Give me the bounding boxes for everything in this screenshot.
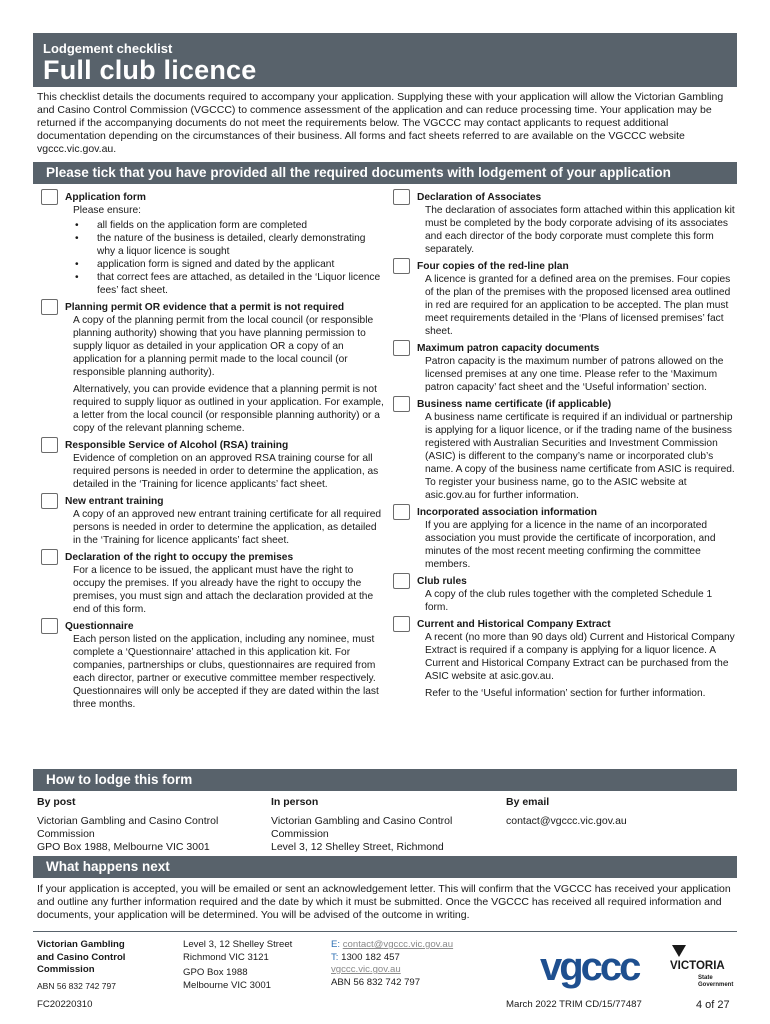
checklist-item-title: Four copies of the red-line plan [417,261,569,272]
next-paragraph: If your application is accepted, you will be emailed or sent an acknowledgement letter. This will confirm that the VGCCC has received your application and outline any further information required and the date by which it must be submitted. Once the VGCCC has received all required information and documents, your application will be determined. You will be advised of the outcome in writing. [37,883,731,921]
checklist-item-text: A recent (no more than 90 days old) Current and Historical Company Extract is required if a company is applying for a liquor licence. A Current and Historical Company Extract can be purchased from the ASIC website at asic.gov.au. [425,632,735,682]
checklist-item-title: Application form [65,192,146,203]
checklist-item [393,504,736,571]
checklist-item-body [65,314,386,435]
checklist-right-column [393,189,736,702]
checkbox[interactable] [393,573,410,589]
checklist-item [41,189,386,297]
checklist-item-text: A copy of the club rules together with the completed Schedule 1 form. [425,589,713,613]
checklist-item [41,493,386,547]
trim-reference: March 2022 TRIM CD/15/77487 [506,999,642,1010]
footer-email-link[interactable]: contact@vgccc.vic.gov.au [342,939,454,950]
checklist-item-body [65,564,386,616]
checklist-item-text: Patron capacity is the maximum number of patrons allowed on the licensed premises at any one time. Please refer to the ‘Maximum patron capacity’ fact sheet and the ‘Useful information’ section. [425,356,724,393]
checklist-item [41,299,386,435]
checkbox[interactable] [41,549,58,565]
footer-address [183,939,323,992]
checkbox[interactable] [41,618,58,634]
checkbox[interactable] [41,437,58,453]
checkbox[interactable] [41,493,58,509]
checklist-item [41,549,386,616]
checklist-heading: Please tick that you have provided all the required documents with lodgement of your application [33,162,737,184]
footer-abn: ABN 56 832 742 797 [331,976,421,988]
checklist-item-text: If you are applying for a licence in the name of an incorporated association you must provide the certificate of incorporation, and minutes of the most recent meeting confirming the committee members. [425,520,716,570]
checklist-item-title: Current and Historical Company Extract [417,619,611,630]
footer-org-line: Victorian Gambling [37,939,125,950]
checkbox[interactable] [393,340,410,356]
footer-address-line: Richmond VIC 3121 [183,951,269,963]
victoria-logo-line1: State [698,975,713,981]
footer-gpo-line: Melbourne VIC 3001 [183,979,271,991]
footer-divider [33,931,737,932]
footer-gpo-line: GPO Box 1988 [183,967,248,978]
checklist-item-title: Questionnaire [65,621,134,632]
footer-phone-key: T: [331,951,339,963]
checklist-item-body [417,588,736,614]
header-band [33,33,737,87]
checkbox[interactable] [393,616,410,632]
checklist-bullet: • application form is signed and dated by the applicant [73,258,386,271]
checklist-item-text: Each person listed on the application, including any nominee, must complete a ‘Questionnaire’ attached in this application kit. For companies, partnerships or clubs, questionnaires are required from each director, partner or executive committee member respectively. Questionnaires will only be accepted if they are dated within the last three months. [73,634,379,710]
lodge-heading: How to lodge this form [33,769,737,791]
checkbox[interactable] [393,258,410,274]
checklist-item-title: Declaration of the right to occupy the premises [65,552,294,563]
lodge-post-line: Victorian Gambling and Casino Control Commission [37,815,219,840]
checklist-item-body [417,519,736,571]
intro-paragraph: This checklist details the documents required to accompany your application. Supplying these with your application will allow the Victorian Gambling and Casino Control Commission (VGCCC) to commence assessment of the application and can reduce processing time. Your application may be returned if the accompanying documents do not meet the requirements below. The VGCCC may contact applicants to request additional documentation depending on the circumstances of their business. All forms and fact sheets referred to are available on the VGCCC website vgccc.vic.gov.au. [37,91,724,155]
checkbox[interactable] [393,504,410,520]
checklist-item [41,437,386,491]
checklist-item-body [65,633,386,711]
footer-org-line: Commission [37,964,95,975]
checklist-left-column [41,189,386,713]
lodge-person-line: Victorian Gambling and Casino Control Commission [271,815,453,840]
checklist-item-text: Alternatively, you can provide evidence that a planning permit is not required to supply liquor as outlined in your application. For example, a letter from the local council (or responsible planning authority) or a copy of the relevant planning scheme. [73,384,384,434]
checklist-item-text: Please ensure: [73,205,141,216]
victoria-logo-mark [672,945,686,957]
checklist-item [41,618,386,711]
checklist-item [393,189,736,256]
checklist-item-title: New entrant training [65,496,164,507]
checklist-item-title: Maximum patron capacity documents [417,343,600,354]
checkbox[interactable] [393,189,410,205]
document-subtitle: Lodgement checklist [43,41,173,56]
footer-contact [331,939,521,989]
checklist-item-title: Responsible Service of Alcohol (RSA) training [65,440,289,451]
checklist-bullet-list [73,219,386,297]
lodge-email-value[interactable]: contact@vgccc.vic.gov.au [506,815,627,827]
vgccc-logo-text: vgccc [540,945,639,989]
checklist-item [393,396,736,502]
document-title: Full club licence [43,55,257,85]
checklist-item-text: A business name certificate is required if an individual or partnership is applying for a liquor licence, or if the trading name of the business registered with Australian Securities and Investment Commission (ASIC) is different to the company’s name or incorporated club’s name. A copy of the business name certificate from ASIC is required. To register your business name, go to the ASIC website at asic.gov.au for further information. [425,412,735,501]
vgccc-logo [538,944,656,992]
checkbox[interactable] [41,299,58,315]
form-code: FC20220310 [37,999,93,1010]
checklist-item-body [65,452,386,491]
checklist-item-body [417,204,736,256]
checklist-item-text: The declaration of associates form attached within this application kit must be completed by the body corporate advising of its associates and each director of the body corporate must complete this form separately. [425,205,735,255]
checklist-item-title: Incorporated association information [417,507,598,518]
checklist-item-body [417,631,736,700]
lodge-post-label: By post [37,796,76,808]
checklist-item [393,340,736,394]
checklist-item-text: A copy of an approved new entrant training certificate for all required persons is needed in order to determine the application, as detailed in the ‘Training for licence applicants’ fact sheet. [73,509,382,546]
checklist-item [393,573,736,614]
lodge-post-line: GPO Box 1988, Melbourne VIC 3001 [37,841,210,853]
checklist-bullet: • the nature of the business is detailed, clearly demonstrating why a liquor licence is sought [73,232,386,258]
checklist-item-body [417,273,736,338]
footer-email-key: E: [331,939,341,950]
checklist-item-title: Club rules [417,576,467,587]
lodge-by-email [506,796,731,828]
next-heading: What happens next [33,856,737,878]
checklist-item-title: Business name certificate (if applicable) [417,399,612,410]
checklist-item-text: A copy of the planning permit from the local council (or responsible planning authority) showing that you have planning permission to supply liquor as detailed in your application OR a copy of an application for a planning permit made to the local council (or responsible planning authority). [73,315,374,378]
page-number: 4 of 27 [696,999,730,1011]
checklist-item-text: Evidence of completion on an approved RSA training course for all required persons is needed in order to determine the application, as detailed in the ‘Training for licence applicants’ fact sheet. [73,453,379,490]
footer-org [37,939,177,992]
checkbox[interactable] [393,396,410,412]
checklist-item-body [417,411,736,502]
lodge-person-line: Level 3, 12 Shelley Street, Richmond [271,841,444,853]
victoria-logo-name: VICTORIA [670,960,725,972]
victoria-government-logo [668,943,740,991]
checklist-item-body [65,204,386,297]
checklist-bullet: • that correct fees are attached, as detailed in the ‘Liquor licence fees’ fact sheet. [73,271,386,297]
checklist-item-title: Declaration of Associates [417,192,542,203]
lodge-email-label: By email [506,796,550,808]
checklist-item-text: For a licence to be issued, the applicant must have the right to occupy the premises. If you already have the right to occupy the premises, you must sign and attach the declaration provided at the end of this form. [73,565,374,615]
checklist-item-body [417,355,736,394]
checkbox[interactable] [41,189,58,205]
lodge-person-label: In person [271,796,319,808]
checklist-item-text: Refer to the ‘Useful information’ section for further information. [425,688,706,699]
checklist-item [393,616,736,700]
lodge-in-person [271,796,496,854]
footer-phone: 1300 182 457 [341,951,400,963]
victoria-logo-line2: Government [698,982,734,988]
checklist-item-body [65,508,386,547]
lodge-by-post [37,796,262,854]
checklist-item [393,258,736,338]
checklist-item-title: Planning permit OR evidence that a permit is not required [65,302,345,313]
footer-org-line: and Casino Control [37,951,126,963]
checklist-bullet: • all fields on the application form are completed [73,219,386,232]
footer-website-link[interactable]: vgccc.vic.gov.au [331,964,401,975]
checklist-item-text: A licence is granted for a defined area on the premises. Four copies of the plan of the premises with the proposed licensed area outlined in red are required for an application to be accepted. The plan must meet requirements detailed in the ‘Plans of licensed premises’ fact sheet. [425,274,731,337]
footer-abn-small: ABN 56 832 742 797 [37,980,116,991]
footer-address-line: Level 3, 12 Shelley Street [183,939,293,950]
